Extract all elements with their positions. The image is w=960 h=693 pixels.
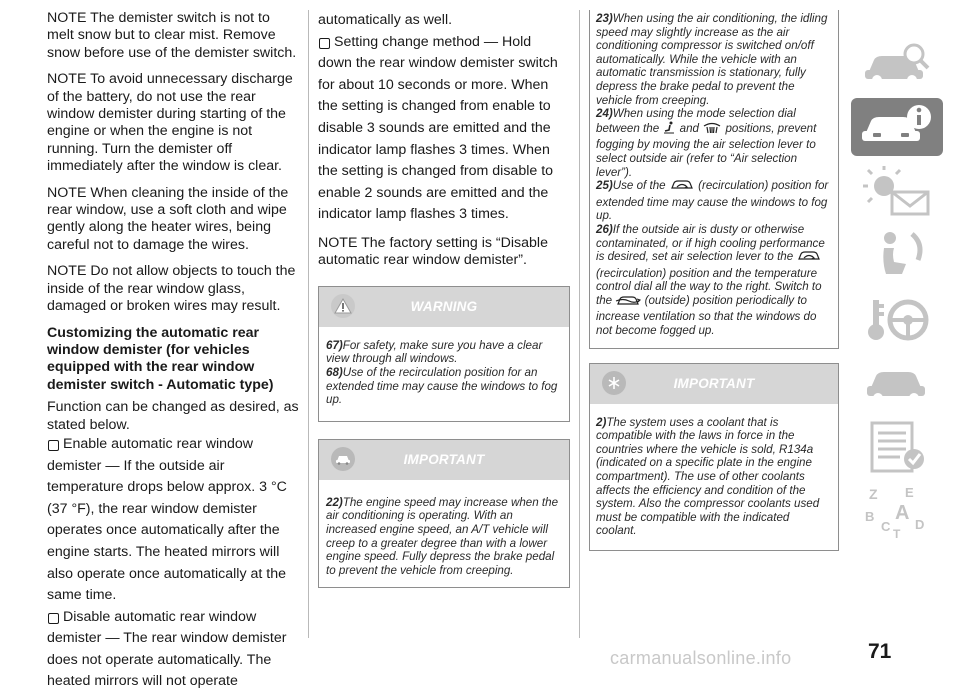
page-number: 71 xyxy=(868,640,892,663)
important-item: 2)The system uses a coolant that is compatible with the laws in force in the countries where the vehicle is sold, R134a (indicated on a specific plate in the engine compartment). The use of other coolants affects the efficiency and condition of the system. Also the compressor coolants used must be compatible with the indicated coolant. xyxy=(596,415,820,538)
svg-text:C: C xyxy=(881,519,891,534)
warning-icon xyxy=(331,294,355,318)
checkbox-icon xyxy=(48,440,59,451)
sidebar-item-emergency[interactable] xyxy=(851,354,943,412)
warning-title: WARNING xyxy=(410,298,478,314)
setting-option xyxy=(318,32,570,54)
note-item: 23)When using the air conditioning, the idling speed may slightly increase as the air conditioning compressor is switched on/off automatically. While the vehicle with an automatic transmission is stationary, fully depress the brake pedal to prevent the vehicle from creeping. xyxy=(596,12,828,107)
note-paragraph: NOTE Do not allow objects to touch the inside of the rear window glass, damaged or broken wires may result. xyxy=(47,263,296,315)
note-item: 25)Use of the (recirculation) position for extended time may cause the windows to fog up. xyxy=(596,179,829,223)
important-item: 22)The engine speed may increase when the air conditioning is operating. With an increased engine speed, an A/T vehicle will creep to a greater degree than with a lower engine speed. Fully depress the brake pedal to prevent the vehicle from creeping. xyxy=(326,495,559,577)
important-body xyxy=(319,480,569,588)
car-search-icon xyxy=(862,40,932,86)
setting-option xyxy=(47,607,299,629)
note-paragraph: NOTE To avoid unnecessary discharge of the battery, do not use the rear window demister during starting of the engine or when the engine is not running. Turn the demister off immediately after the window is clear. xyxy=(47,71,293,175)
important-header xyxy=(319,440,569,480)
sidebar-item-lights-warnings[interactable] xyxy=(851,162,943,220)
defrost-mode-icon xyxy=(702,121,722,139)
car-info-icon xyxy=(859,103,935,151)
important-header xyxy=(590,364,838,404)
recirculation-icon xyxy=(796,250,822,267)
car-care-icon xyxy=(331,447,355,471)
column-2 xyxy=(318,10,570,588)
setting-option xyxy=(47,434,299,456)
sidebar-item-starting-driving[interactable] xyxy=(851,290,943,348)
setting-label: Setting change method — Hold xyxy=(334,33,532,50)
mode-floor-icon xyxy=(662,121,676,139)
svg-text:B: B xyxy=(865,509,875,524)
sidebar-item-index[interactable] xyxy=(851,482,943,540)
watermark: carmanualsonline.info xyxy=(610,648,792,668)
warning-header xyxy=(319,287,569,327)
warning-box xyxy=(318,286,570,422)
important-box-continued xyxy=(589,10,839,349)
warning-item: 67)For safety, make sure you have a clear view through all windows. xyxy=(326,338,543,366)
lights-envelope-icon xyxy=(862,166,932,216)
warning-item: 68)Use of the recirculation position for an extended time may cause the windows to fog up. xyxy=(326,365,558,407)
car-service-icon xyxy=(862,360,932,406)
sidebar-item-maintenance[interactable] xyxy=(851,418,943,476)
checklist-icon xyxy=(862,421,932,473)
important-title: IMPORTANT xyxy=(673,375,755,391)
important-box xyxy=(589,363,839,551)
checkbox-icon xyxy=(48,613,59,624)
alphabet-index-icon xyxy=(861,483,933,539)
checkbox-icon xyxy=(319,38,330,49)
important-body xyxy=(590,404,838,550)
coolant-icon xyxy=(602,371,626,395)
note-paragraph: NOTE The demister switch is not to melt snow but to clear mist. Remove snow before use of the demister switch. xyxy=(47,10,297,61)
warning-body xyxy=(319,327,569,421)
svg-text:E: E xyxy=(905,485,914,500)
note-paragraph: NOTE When cleaning the inside of the rear window, use a soft cloth and wipe gently along the heater wires, being careful not to damage the wires. xyxy=(47,184,289,253)
column-3 xyxy=(589,10,839,551)
important-title: IMPORTANT xyxy=(403,451,485,467)
setting-label: Enable automatic rear window xyxy=(63,435,254,452)
column-divider xyxy=(308,10,309,638)
important-box xyxy=(318,439,570,589)
seat-airbag-icon xyxy=(862,230,932,280)
intro-paragraph: Function can be changed as desired, as stated below. xyxy=(47,399,299,433)
setting-description: demister — The rear window demister does not operate automatically. The heated mirrors will not operate xyxy=(47,630,287,690)
recirculation-icon xyxy=(669,179,695,196)
setting-description: down the rear window demister switch for about 10 seconds or more. When the setting is changed from enable to disable 3 sounds are emitted and the indicator lamp flashes 3 times. When the setting is changed from disable to enable 2 sounds are emitted and the indicator lamp flashes 3 times. xyxy=(318,55,558,223)
key-wheel-icon xyxy=(862,294,932,344)
column-1 xyxy=(47,10,299,693)
sidebar-item-car-info[interactable] xyxy=(851,98,943,156)
important-body xyxy=(590,10,838,348)
chapter-sidebar xyxy=(851,34,943,546)
svg-text:A: A xyxy=(895,502,910,524)
svg-text:T: T xyxy=(893,527,901,539)
setting-description: demister — If the outside air temperature drops below approx. 3 °C (37 °F), the rear window demister operates once automatically after the engine starts. The heated mirrors will also operate once automatically at the same time. xyxy=(47,457,287,604)
setting-label: Disable automatic rear window xyxy=(63,608,257,625)
continued-text: automatically as well. xyxy=(318,12,453,28)
note-item: 24)When using the mode selection dial between the and positions, prevent fogging by moving the air selection lever to select outside air (refer to “Air selection lever”). xyxy=(596,107,817,179)
note-paragraph: NOTE The factory setting is “Disable automatic rear window demister”. xyxy=(318,234,548,269)
outside-air-icon xyxy=(615,294,641,311)
section-heading: Customizing the automatic rear window demister (for vehicles equipped with the rear window demister switch - Automatic type) xyxy=(47,324,274,393)
sidebar-item-safety[interactable] xyxy=(851,226,943,284)
svg-text:Z: Z xyxy=(869,486,878,502)
column-divider xyxy=(579,10,580,638)
note-item: 26)If the outside air is dusty or otherwise contaminated, or if high cooling performance is desired, set air selection lever to the (recirculation) position and the temperature control dial all the way to the right. Switch to the (outside) position periodically to increase ventilation so that the windows do not become fogged up. xyxy=(596,222,825,338)
svg-text:D: D xyxy=(915,517,925,532)
sidebar-item-knowing-car[interactable] xyxy=(851,34,943,92)
